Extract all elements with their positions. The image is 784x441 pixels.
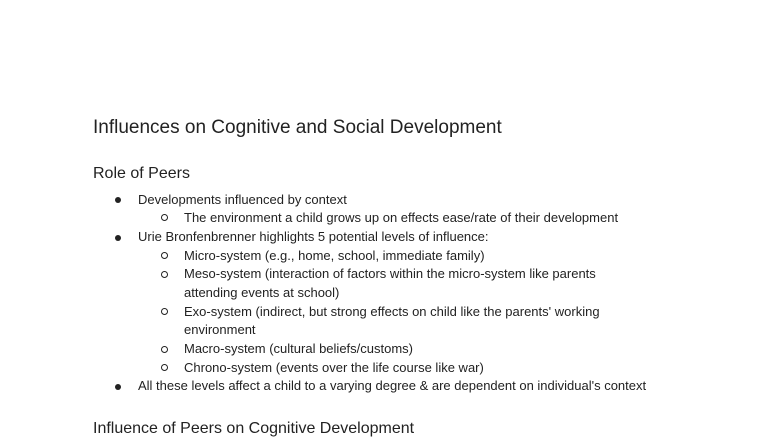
bullet-dot <box>115 384 121 390</box>
heading-influence-cognitive: Influence of Peers on Cognitive Development <box>93 420 415 437</box>
sub-list-item: Micro-system (e.g., home, school, immediate family) <box>184 248 485 263</box>
sub-list-item: Chrono-system (events over the life course like war) <box>184 360 484 375</box>
list-item: Developments influenced by context <box>138 192 347 207</box>
sub-list-item: Meso-system (interaction of factors within the micro-system like parents <box>184 266 596 281</box>
sub-list-item-continued: environment <box>184 322 256 337</box>
document-title: Influences on Cognitive and Social Development <box>93 117 502 138</box>
sub-bullet-circle <box>161 346 168 353</box>
sub-bullet-circle <box>161 214 168 221</box>
sub-list-item: Exo-system (indirect, but strong effects on child like the parents' working <box>184 304 600 319</box>
list-item: Urie Bronfenbrenner highlights 5 potential levels of influence: <box>138 229 489 244</box>
bullet-dot <box>115 235 121 241</box>
heading-role-of-peers: Role of Peers <box>93 165 190 182</box>
sub-bullet-circle <box>161 252 168 259</box>
sub-list-item: The environment a child grows up on effects ease/rate of their development <box>184 210 619 225</box>
sub-list-item-continued: attending events at school) <box>184 285 340 300</box>
sub-bullet-circle <box>161 364 168 371</box>
sub-bullet-circle <box>161 308 168 315</box>
list-item: All these levels affect a child to a varying degree & are dependent on individual's context <box>138 378 647 393</box>
sub-bullet-circle <box>161 271 168 278</box>
sub-list-item: Macro-system (cultural beliefs/customs) <box>184 341 413 356</box>
bullet-dot <box>115 197 121 203</box>
